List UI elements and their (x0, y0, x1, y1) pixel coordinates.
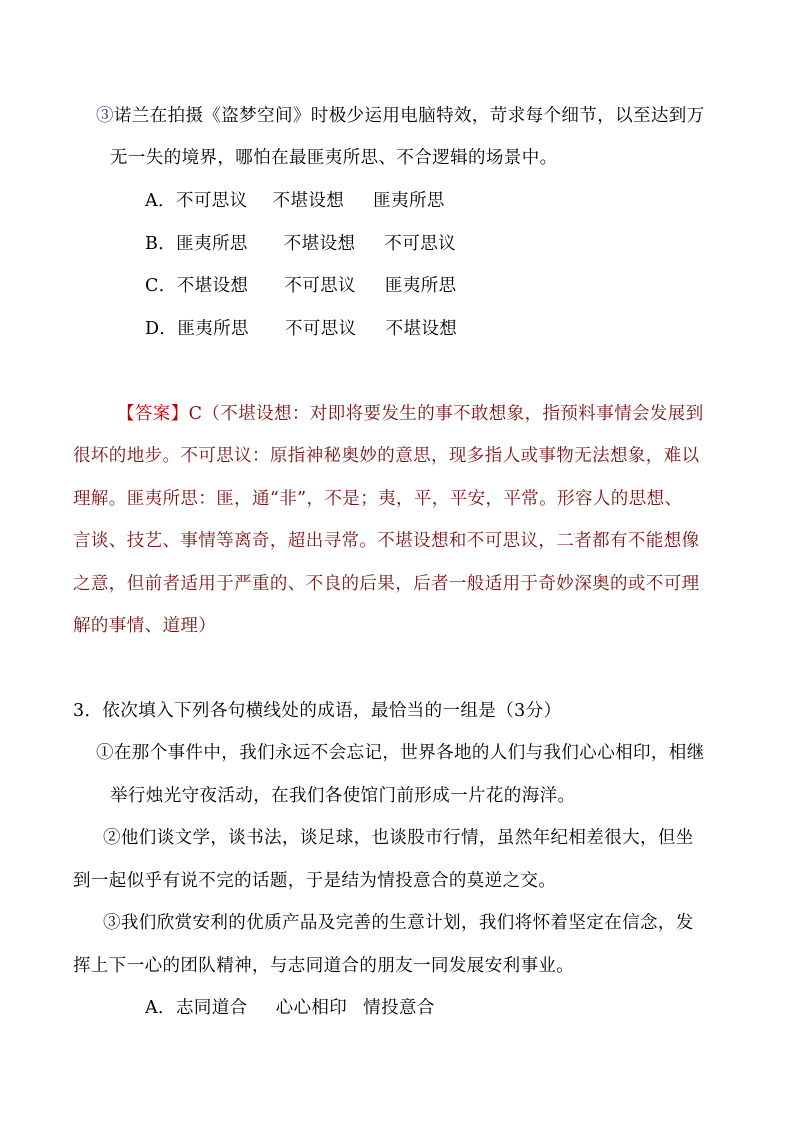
q3-item2-line1: ②他们谈文学，谈书法，谈足球，也谈股市行情，虽然年纪相差很大，但坐 (103, 828, 694, 848)
option-label: C． (145, 276, 177, 296)
q3-item2-line2: 到一起似乎有说不完的话题，于是结为情投意合的莫逆之交。 (73, 871, 557, 891)
option-choice: 匪夷所思 (177, 319, 249, 339)
answer-line-2: 很坏的地步。不可思议：原指神秘奥妙的意思，现多指人或事物无法想象，难以 (73, 446, 700, 466)
item3-marker: ③ (96, 106, 114, 126)
item3-text: 诺兰在拍摄《盗梦空间》时极少运用电脑特效，苛求每个细节，以至达到万 (113, 106, 705, 126)
answer-line-1 (117, 402, 704, 426)
option-label: D． (145, 319, 178, 339)
q3-item3-line2: 挥上下一心的团队精神，与志同道合的朋友一同发展安利事业。 (73, 956, 575, 976)
option-d (145, 317, 457, 341)
option-choice: 情投意合 (363, 998, 435, 1018)
option-c (145, 274, 457, 298)
answer-line-6: 解的事情、道理） (73, 616, 217, 636)
option-label: A． (145, 998, 176, 1018)
answer-line-5: 之意，但前者适用于严重的、不良的后果，后者一般适用于奇妙深奥的或不可理 (73, 574, 700, 594)
option-label: A． (145, 191, 176, 211)
option-choice: 不堪设想 (385, 319, 458, 339)
answer-line-3: 理解。匪夷所思：匪，通“非”，不是；夷，平，平安，平常。形容人的思想、 (73, 489, 683, 509)
option-choice: 匪夷所思 (384, 276, 457, 296)
option-choice: 匪夷所思 (176, 234, 248, 254)
option-a (145, 189, 445, 213)
option-choice: 不可思议 (384, 234, 456, 254)
q3-item1-line1: ①在那个事件中，我们永远不会忘记，世界各地的人们与我们心心相印，相继 (96, 743, 705, 763)
q3-item1-line2: 举行烛光守夜活动，在我们各使馆门前形成一片花的海洋。 (110, 786, 576, 806)
option-choice: 不可思议 (284, 319, 357, 339)
option-choice: 志同道合 (175, 998, 248, 1018)
option-choice: 不可思议 (284, 276, 356, 296)
answer-line-4: 言谈、技艺、事情等离奇，超出寻常。不堪设想和不可思议，二者都有不能想像 (73, 531, 700, 551)
answer-tag: 【答案】 (117, 404, 189, 424)
q3-option-a (145, 996, 435, 1020)
question3-title: 3．依次填入下列各句横线处的成语，最恰当的一组是（3分） (73, 701, 562, 721)
option-choice: 不堪设想 (272, 191, 345, 211)
option-choice: 不可思议 (175, 191, 248, 211)
option-b (145, 232, 456, 256)
item3-line2: 无一失的境界，哪怕在最匪夷所思、不合逻辑的场景中。 (110, 148, 558, 168)
option-choice: 不堪设想 (176, 276, 249, 296)
option-label: B． (145, 234, 177, 254)
option-choice: 不堪设想 (283, 234, 356, 254)
option-choice: 心心相印 (275, 998, 348, 1018)
item3-line1 (96, 104, 705, 128)
option-choice: 匪夷所思 (373, 191, 445, 211)
answer-text: C（不堪设想：对即将要发生的事不敢想象，指预料事情会发展到 (188, 404, 704, 424)
q3-item3-line1: ③我们欣赏安利的优质产品及完善的生意计划，我们将怀着坚定在信念，发 (103, 913, 694, 933)
